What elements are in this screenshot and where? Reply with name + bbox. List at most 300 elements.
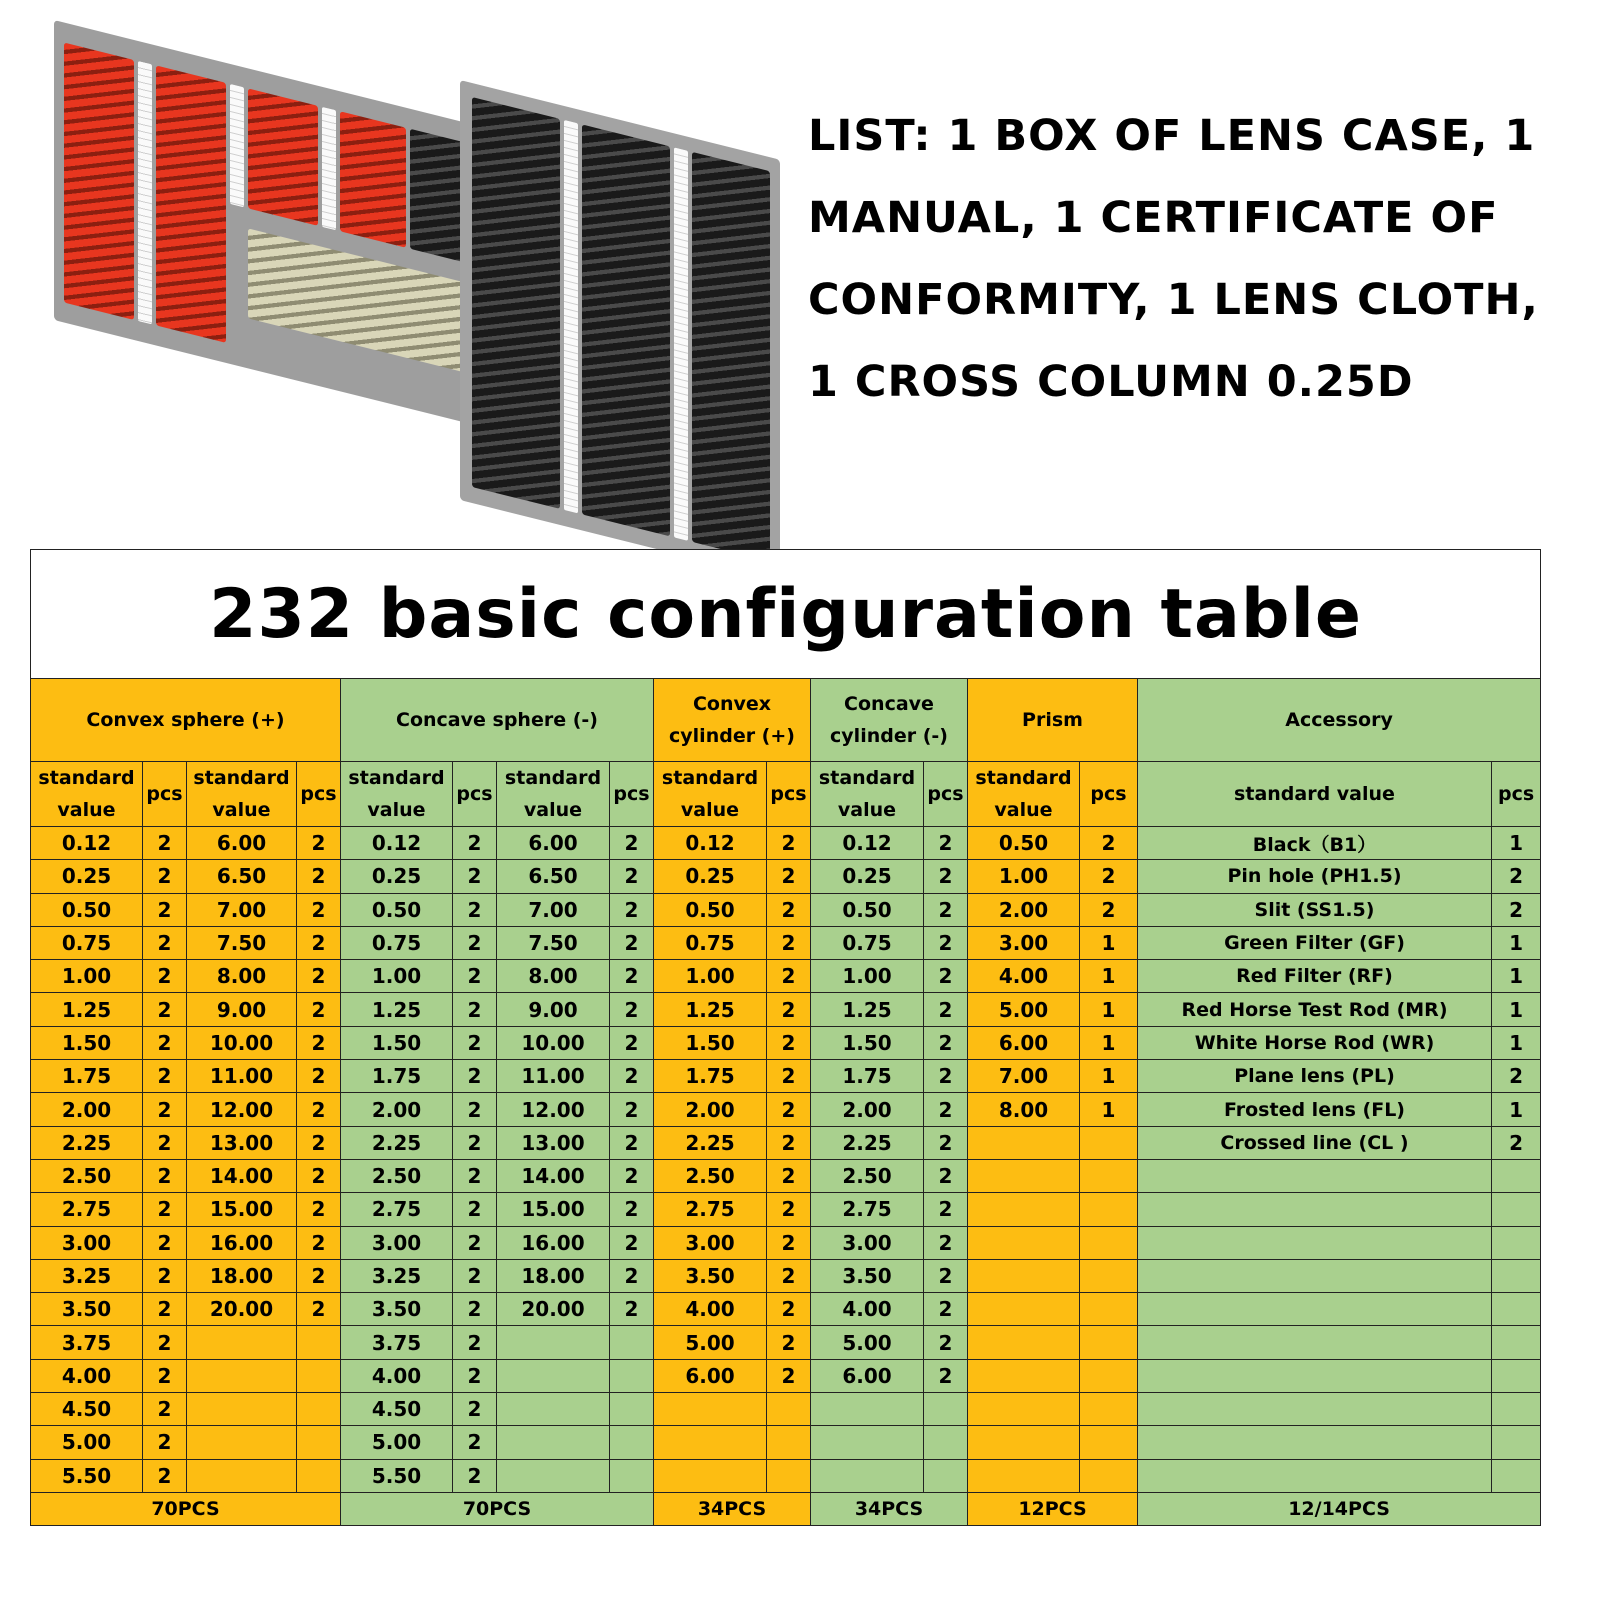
standard-value-header: standard value bbox=[341, 762, 453, 827]
pcs-header: pcs bbox=[453, 762, 497, 827]
black-lens-row bbox=[692, 152, 770, 561]
value-cell: 2.00 bbox=[31, 1093, 143, 1126]
value-cell: 2.25 bbox=[31, 1126, 143, 1159]
value-cell: 11.00 bbox=[187, 1060, 297, 1093]
pcs-cell: 2 bbox=[610, 1159, 654, 1192]
pcs-cell: 2 bbox=[453, 860, 497, 893]
value-cell: 12.00 bbox=[187, 1093, 297, 1126]
pcs-cell: 2 bbox=[1492, 1060, 1541, 1093]
pcs-cell: 2 bbox=[924, 1293, 968, 1326]
value-cell: Pin hole (PH1.5) bbox=[1138, 860, 1492, 893]
value-cell bbox=[968, 1359, 1080, 1392]
pcs-cell: 1 bbox=[1080, 960, 1138, 993]
value-cell: 18.00 bbox=[497, 1259, 610, 1292]
pcs-cell: 2 bbox=[297, 1293, 341, 1326]
pcs-cell bbox=[767, 1393, 811, 1426]
pcs-cell: 2 bbox=[297, 1159, 341, 1192]
value-cell: 0.75 bbox=[31, 926, 143, 959]
pcs-cell: 2 bbox=[453, 993, 497, 1026]
pcs-cell: 2 bbox=[767, 893, 811, 926]
standard-value-header: standard value bbox=[497, 762, 610, 827]
value-cell: 1.00 bbox=[811, 960, 924, 993]
pcs-cell bbox=[1080, 1126, 1138, 1159]
value-cell: 0.12 bbox=[811, 827, 924, 860]
value-cell: 2.50 bbox=[31, 1159, 143, 1192]
table-row bbox=[31, 1126, 1541, 1159]
value-cell: 1.50 bbox=[31, 1026, 143, 1059]
pcs-cell bbox=[297, 1393, 341, 1426]
value-cell: 1.00 bbox=[968, 860, 1080, 893]
value-cell: 0.75 bbox=[341, 926, 453, 959]
value-cell: 4.00 bbox=[31, 1359, 143, 1392]
value-cell: 7.00 bbox=[968, 1060, 1080, 1093]
pcs-cell: 2 bbox=[1492, 860, 1541, 893]
value-cell: 5.00 bbox=[811, 1326, 924, 1359]
pcs-cell: 2 bbox=[453, 1393, 497, 1426]
pcs-header: pcs bbox=[610, 762, 654, 827]
pcs-cell: 2 bbox=[610, 1226, 654, 1259]
value-cell: 0.25 bbox=[31, 860, 143, 893]
value-cell: 6.00 bbox=[968, 1026, 1080, 1059]
pcs-cell: 2 bbox=[1080, 860, 1138, 893]
pcs-cell bbox=[767, 1426, 811, 1459]
table-row bbox=[31, 1026, 1541, 1059]
pcs-cell bbox=[1080, 1459, 1138, 1492]
table-row bbox=[31, 1093, 1541, 1126]
pcs-cell bbox=[1492, 1159, 1541, 1192]
value-cell bbox=[654, 1393, 767, 1426]
value-cell: 0.50 bbox=[811, 893, 924, 926]
table-row bbox=[31, 993, 1541, 1026]
value-cell: 1.50 bbox=[654, 1026, 767, 1059]
value-cell bbox=[187, 1426, 297, 1459]
pcs-cell: 2 bbox=[767, 1093, 811, 1126]
pcs-cell: 2 bbox=[143, 1093, 187, 1126]
value-cell: 8.00 bbox=[968, 1093, 1080, 1126]
pcs-cell: 2 bbox=[767, 1126, 811, 1159]
red-lens-row bbox=[64, 42, 134, 319]
red-lens-row bbox=[156, 65, 226, 342]
value-cell: 1.75 bbox=[654, 1060, 767, 1093]
pcs-cell bbox=[297, 1359, 341, 1392]
pcs-cell: 2 bbox=[1080, 827, 1138, 860]
value-cell: Black（B1） bbox=[1138, 827, 1492, 860]
value-cell: 5.50 bbox=[31, 1459, 143, 1492]
pcs-cell: 2 bbox=[297, 993, 341, 1026]
pcs-cell: 2 bbox=[453, 1359, 497, 1392]
value-cell: 0.25 bbox=[654, 860, 767, 893]
value-cell bbox=[968, 1459, 1080, 1492]
value-cell: 1.25 bbox=[654, 993, 767, 1026]
value-cell: 8.00 bbox=[497, 960, 610, 993]
pcs-cell bbox=[1492, 1326, 1541, 1359]
standard-value-header: standard value bbox=[811, 762, 924, 827]
pcs-cell: 2 bbox=[297, 1026, 341, 1059]
value-cell bbox=[968, 1159, 1080, 1192]
value-cell bbox=[1138, 1193, 1492, 1226]
pcs-cell: 2 bbox=[297, 1093, 341, 1126]
value-cell: 5.00 bbox=[341, 1426, 453, 1459]
table-row bbox=[31, 926, 1541, 959]
pcs-cell: 2 bbox=[610, 1026, 654, 1059]
value-cell bbox=[497, 1393, 610, 1426]
pcs-cell: 2 bbox=[767, 1026, 811, 1059]
value-cell: 3.50 bbox=[31, 1293, 143, 1326]
pcs-cell: 2 bbox=[143, 1426, 187, 1459]
pcs-cell: 2 bbox=[297, 893, 341, 926]
value-cell bbox=[968, 1293, 1080, 1326]
value-cell: 20.00 bbox=[497, 1293, 610, 1326]
value-cell: Green Filter (GF) bbox=[1138, 926, 1492, 959]
value-cell: 4.00 bbox=[654, 1293, 767, 1326]
pcs-header: pcs bbox=[924, 762, 968, 827]
value-cell: 6.00 bbox=[497, 827, 610, 860]
pcs-cell: 2 bbox=[610, 1093, 654, 1126]
pcs-cell: 2 bbox=[924, 1159, 968, 1192]
value-cell bbox=[187, 1393, 297, 1426]
value-cell: 7.50 bbox=[187, 926, 297, 959]
total-convex-cylinder: 34PCS bbox=[654, 1493, 811, 1526]
red-lens-row bbox=[340, 111, 406, 247]
total-concave-cylinder: 34PCS bbox=[811, 1493, 968, 1526]
value-cell bbox=[1138, 1426, 1492, 1459]
value-cell: 2.00 bbox=[341, 1093, 453, 1126]
pcs-cell: 1 bbox=[1080, 1026, 1138, 1059]
value-cell: 5.00 bbox=[31, 1426, 143, 1459]
pcs-cell: 2 bbox=[1492, 1126, 1541, 1159]
configuration-table bbox=[30, 549, 1541, 1526]
group-header-accessory: Accessory bbox=[1138, 679, 1541, 762]
pcs-cell bbox=[1492, 1426, 1541, 1459]
value-cell: 1.75 bbox=[31, 1060, 143, 1093]
pcs-cell: 2 bbox=[453, 1426, 497, 1459]
pcs-cell: 2 bbox=[143, 1193, 187, 1226]
pcs-header: pcs bbox=[767, 762, 811, 827]
value-cell: 1.00 bbox=[31, 960, 143, 993]
pcs-cell: 2 bbox=[767, 1259, 811, 1292]
value-cell: 3.75 bbox=[31, 1326, 143, 1359]
value-cell: White Horse Rod (WR) bbox=[1138, 1026, 1492, 1059]
value-cell: 3.50 bbox=[654, 1259, 767, 1292]
value-cell: 0.50 bbox=[341, 893, 453, 926]
value-cell: 14.00 bbox=[187, 1159, 297, 1192]
value-cell bbox=[968, 1126, 1080, 1159]
pcs-cell: 2 bbox=[453, 1093, 497, 1126]
pcs-cell bbox=[1492, 1293, 1541, 1326]
table-row bbox=[31, 1359, 1541, 1392]
value-cell: 0.50 bbox=[654, 893, 767, 926]
value-cell: 2.25 bbox=[654, 1126, 767, 1159]
pcs-cell: 2 bbox=[767, 1193, 811, 1226]
pcs-cell: 2 bbox=[610, 1293, 654, 1326]
value-cell bbox=[497, 1459, 610, 1492]
pcs-cell: 2 bbox=[767, 1293, 811, 1326]
pcs-cell: 2 bbox=[453, 1226, 497, 1259]
pcs-cell bbox=[610, 1459, 654, 1492]
pcs-cell: 2 bbox=[143, 1126, 187, 1159]
value-cell bbox=[187, 1359, 297, 1392]
table-row bbox=[31, 1326, 1541, 1359]
group-header-concave-sphere: Concave sphere (-) bbox=[341, 679, 654, 762]
value-cell: Red Filter (RF) bbox=[1138, 960, 1492, 993]
value-cell: 6.00 bbox=[187, 827, 297, 860]
pcs-cell: 2 bbox=[924, 1326, 968, 1359]
total-convex-sphere: 70PCS bbox=[31, 1493, 341, 1526]
value-cell: 5.00 bbox=[968, 993, 1080, 1026]
pcs-cell: 2 bbox=[297, 1060, 341, 1093]
value-cell: 3.50 bbox=[341, 1293, 453, 1326]
value-cell bbox=[811, 1459, 924, 1492]
value-cell: 3.00 bbox=[811, 1226, 924, 1259]
value-cell: 2.00 bbox=[968, 893, 1080, 926]
value-cell: 14.00 bbox=[497, 1159, 610, 1192]
value-cell: 2.25 bbox=[811, 1126, 924, 1159]
table-row bbox=[31, 1060, 1541, 1093]
total-concave-sphere: 70PCS bbox=[341, 1493, 654, 1526]
value-cell: 4.50 bbox=[31, 1393, 143, 1426]
value-cell: 2.75 bbox=[811, 1193, 924, 1226]
table-row bbox=[31, 1193, 1541, 1226]
pcs-cell: 2 bbox=[610, 860, 654, 893]
pcs-cell bbox=[924, 1459, 968, 1492]
pcs-cell bbox=[1080, 1159, 1138, 1192]
pcs-cell bbox=[297, 1426, 341, 1459]
pcs-cell: 2 bbox=[453, 1326, 497, 1359]
value-cell: 2.50 bbox=[811, 1159, 924, 1192]
pcs-cell bbox=[1492, 1259, 1541, 1292]
pcs-cell: 2 bbox=[453, 1193, 497, 1226]
value-cell: 0.12 bbox=[341, 827, 453, 860]
pcs-cell: 2 bbox=[143, 893, 187, 926]
group-header-prism: Prism bbox=[968, 679, 1138, 762]
pcs-cell: 2 bbox=[453, 1159, 497, 1192]
value-cell bbox=[968, 1393, 1080, 1426]
pcs-cell: 2 bbox=[924, 893, 968, 926]
value-cell bbox=[1138, 1226, 1492, 1259]
value-cell: 0.75 bbox=[811, 926, 924, 959]
value-cell: 18.00 bbox=[187, 1259, 297, 1292]
pcs-cell: 2 bbox=[924, 1226, 968, 1259]
pcs-cell: 2 bbox=[453, 960, 497, 993]
pcs-cell: 1 bbox=[1492, 1026, 1541, 1059]
total-accessory: 12/14PCS bbox=[1138, 1493, 1541, 1526]
pcs-cell: 2 bbox=[610, 1060, 654, 1093]
pcs-cell: 1 bbox=[1492, 960, 1541, 993]
value-cell: 20.00 bbox=[187, 1293, 297, 1326]
pcs-cell: 1 bbox=[1492, 1093, 1541, 1126]
value-cell: 3.25 bbox=[31, 1259, 143, 1292]
value-cell: 7.50 bbox=[497, 926, 610, 959]
pcs-cell: 2 bbox=[767, 860, 811, 893]
value-cell: 3.50 bbox=[811, 1259, 924, 1292]
value-cell: 2.75 bbox=[341, 1193, 453, 1226]
value-cell: Frosted lens (FL) bbox=[1138, 1093, 1492, 1126]
value-cell: 9.00 bbox=[497, 993, 610, 1026]
pcs-cell: 2 bbox=[297, 1126, 341, 1159]
pcs-cell: 2 bbox=[924, 993, 968, 1026]
pcs-cell: 2 bbox=[610, 1193, 654, 1226]
pcs-cell: 2 bbox=[453, 1259, 497, 1292]
pcs-cell: 2 bbox=[297, 1193, 341, 1226]
pcs-header: pcs bbox=[1080, 762, 1138, 827]
value-cell: 2.00 bbox=[811, 1093, 924, 1126]
value-cell: 4.00 bbox=[341, 1359, 453, 1392]
pcs-cell: 2 bbox=[610, 993, 654, 1026]
standard-value-header: standard value bbox=[654, 762, 767, 827]
pcs-cell: 2 bbox=[767, 1359, 811, 1392]
product-photo bbox=[40, 10, 800, 550]
value-cell: 13.00 bbox=[187, 1126, 297, 1159]
pcs-cell: 2 bbox=[297, 926, 341, 959]
pcs-cell: 2 bbox=[143, 1060, 187, 1093]
pcs-cell: 2 bbox=[610, 893, 654, 926]
pcs-cell: 2 bbox=[610, 960, 654, 993]
value-cell: Slit (SS1.5) bbox=[1138, 893, 1492, 926]
table-row bbox=[31, 1226, 1541, 1259]
pcs-cell: 2 bbox=[143, 860, 187, 893]
value-cell: 1.00 bbox=[341, 960, 453, 993]
value-cell: 1.50 bbox=[341, 1026, 453, 1059]
value-cell: 15.00 bbox=[497, 1193, 610, 1226]
value-cell: 3.00 bbox=[968, 926, 1080, 959]
pcs-cell bbox=[1080, 1193, 1138, 1226]
value-cell: 10.00 bbox=[187, 1026, 297, 1059]
pcs-cell: 2 bbox=[143, 1393, 187, 1426]
pcs-cell: 2 bbox=[297, 1259, 341, 1292]
pcs-cell bbox=[610, 1426, 654, 1459]
pcs-cell bbox=[297, 1459, 341, 1492]
value-cell: Red Horse Test Rod (MR) bbox=[1138, 993, 1492, 1026]
pcs-cell: 2 bbox=[143, 1459, 187, 1492]
standard-value-header: standard value bbox=[968, 762, 1080, 827]
pcs-cell bbox=[924, 1393, 968, 1426]
value-cell: 5.50 bbox=[341, 1459, 453, 1492]
total-prism: 12PCS bbox=[968, 1493, 1138, 1526]
value-cell: 3.25 bbox=[341, 1259, 453, 1292]
pcs-cell: 2 bbox=[453, 1026, 497, 1059]
pcs-cell: 1 bbox=[1492, 926, 1541, 959]
value-cell: 6.00 bbox=[654, 1359, 767, 1392]
pcs-cell: 2 bbox=[143, 926, 187, 959]
value-cell: 6.50 bbox=[187, 860, 297, 893]
pcs-cell: 2 bbox=[143, 1259, 187, 1292]
pcs-cell: 2 bbox=[924, 1126, 968, 1159]
pcs-cell: 2 bbox=[453, 893, 497, 926]
black-lens-row bbox=[472, 97, 560, 509]
pcs-cell: 1 bbox=[1080, 1060, 1138, 1093]
pcs-cell: 2 bbox=[924, 1026, 968, 1059]
pcs-cell bbox=[610, 1326, 654, 1359]
pcs-cell: 2 bbox=[297, 1226, 341, 1259]
value-cell: 12.00 bbox=[497, 1093, 610, 1126]
label-strip bbox=[674, 147, 688, 540]
pcs-cell: 2 bbox=[767, 827, 811, 860]
value-cell: 16.00 bbox=[497, 1226, 610, 1259]
value-cell: 2.00 bbox=[654, 1093, 767, 1126]
pcs-cell: 2 bbox=[610, 827, 654, 860]
table-row bbox=[31, 960, 1541, 993]
standard-value-header: standard value bbox=[1138, 762, 1492, 827]
pcs-cell: 2 bbox=[143, 993, 187, 1026]
table-row bbox=[31, 1259, 1541, 1292]
value-cell: 0.25 bbox=[341, 860, 453, 893]
pcs-cell: 2 bbox=[143, 1326, 187, 1359]
value-cell bbox=[1138, 1359, 1492, 1392]
pcs-cell: 2 bbox=[297, 860, 341, 893]
pcs-cell: 2 bbox=[924, 1359, 968, 1392]
value-cell bbox=[968, 1426, 1080, 1459]
value-cell bbox=[968, 1326, 1080, 1359]
pcs-cell: 2 bbox=[143, 1026, 187, 1059]
pcs-cell: 2 bbox=[610, 1126, 654, 1159]
pcs-cell bbox=[1080, 1426, 1138, 1459]
value-cell: 0.12 bbox=[654, 827, 767, 860]
pcs-cell: 2 bbox=[924, 1093, 968, 1126]
black-lens-row bbox=[582, 124, 670, 536]
pcs-cell: 2 bbox=[924, 960, 968, 993]
table-row bbox=[31, 1426, 1541, 1459]
value-cell: 1.50 bbox=[811, 1026, 924, 1059]
table-row bbox=[31, 1293, 1541, 1326]
value-cell bbox=[1138, 1293, 1492, 1326]
pcs-cell: 2 bbox=[453, 827, 497, 860]
lens-tray-left bbox=[54, 20, 490, 429]
value-cell bbox=[187, 1326, 297, 1359]
pcs-cell: 2 bbox=[143, 1359, 187, 1392]
red-lens-row bbox=[248, 88, 318, 225]
value-cell: 0.25 bbox=[811, 860, 924, 893]
label-strip bbox=[138, 61, 152, 324]
pcs-cell bbox=[1080, 1259, 1138, 1292]
table-row bbox=[31, 827, 1541, 860]
pcs-cell: 2 bbox=[453, 1126, 497, 1159]
value-cell: 6.00 bbox=[811, 1359, 924, 1392]
pcs-cell: 2 bbox=[453, 1459, 497, 1492]
pcs-cell bbox=[767, 1459, 811, 1492]
value-cell: 0.50 bbox=[31, 893, 143, 926]
standard-value-header: standard value bbox=[31, 762, 143, 827]
value-cell: 0.50 bbox=[968, 827, 1080, 860]
pcs-cell: 2 bbox=[453, 1060, 497, 1093]
pcs-cell: 2 bbox=[924, 1060, 968, 1093]
pcs-cell: 2 bbox=[767, 1326, 811, 1359]
value-cell: 10.00 bbox=[497, 1026, 610, 1059]
pcs-cell: 2 bbox=[143, 1293, 187, 1326]
pcs-cell: 2 bbox=[453, 926, 497, 959]
pcs-cell: 1 bbox=[1080, 926, 1138, 959]
pcs-cell: 2 bbox=[924, 1193, 968, 1226]
value-cell bbox=[811, 1393, 924, 1426]
value-cell: 2.75 bbox=[31, 1193, 143, 1226]
group-header-concave-cylinder: Concave cylinder (-) bbox=[811, 679, 968, 762]
table-title: 232 basic configuration table bbox=[31, 550, 1541, 679]
pcs-cell bbox=[610, 1393, 654, 1426]
pcs-cell: 1 bbox=[1080, 993, 1138, 1026]
value-cell: 6.50 bbox=[497, 860, 610, 893]
pcs-cell: 2 bbox=[1080, 893, 1138, 926]
pcs-header: pcs bbox=[1492, 762, 1541, 827]
table-row bbox=[31, 893, 1541, 926]
value-cell: 8.00 bbox=[187, 960, 297, 993]
pcs-cell bbox=[297, 1326, 341, 1359]
value-cell bbox=[1138, 1393, 1492, 1426]
value-cell: 3.00 bbox=[654, 1226, 767, 1259]
value-cell: 1.75 bbox=[811, 1060, 924, 1093]
value-cell bbox=[968, 1193, 1080, 1226]
pcs-cell: 2 bbox=[924, 860, 968, 893]
pcs-cell bbox=[1080, 1326, 1138, 1359]
value-cell: 7.00 bbox=[497, 893, 610, 926]
